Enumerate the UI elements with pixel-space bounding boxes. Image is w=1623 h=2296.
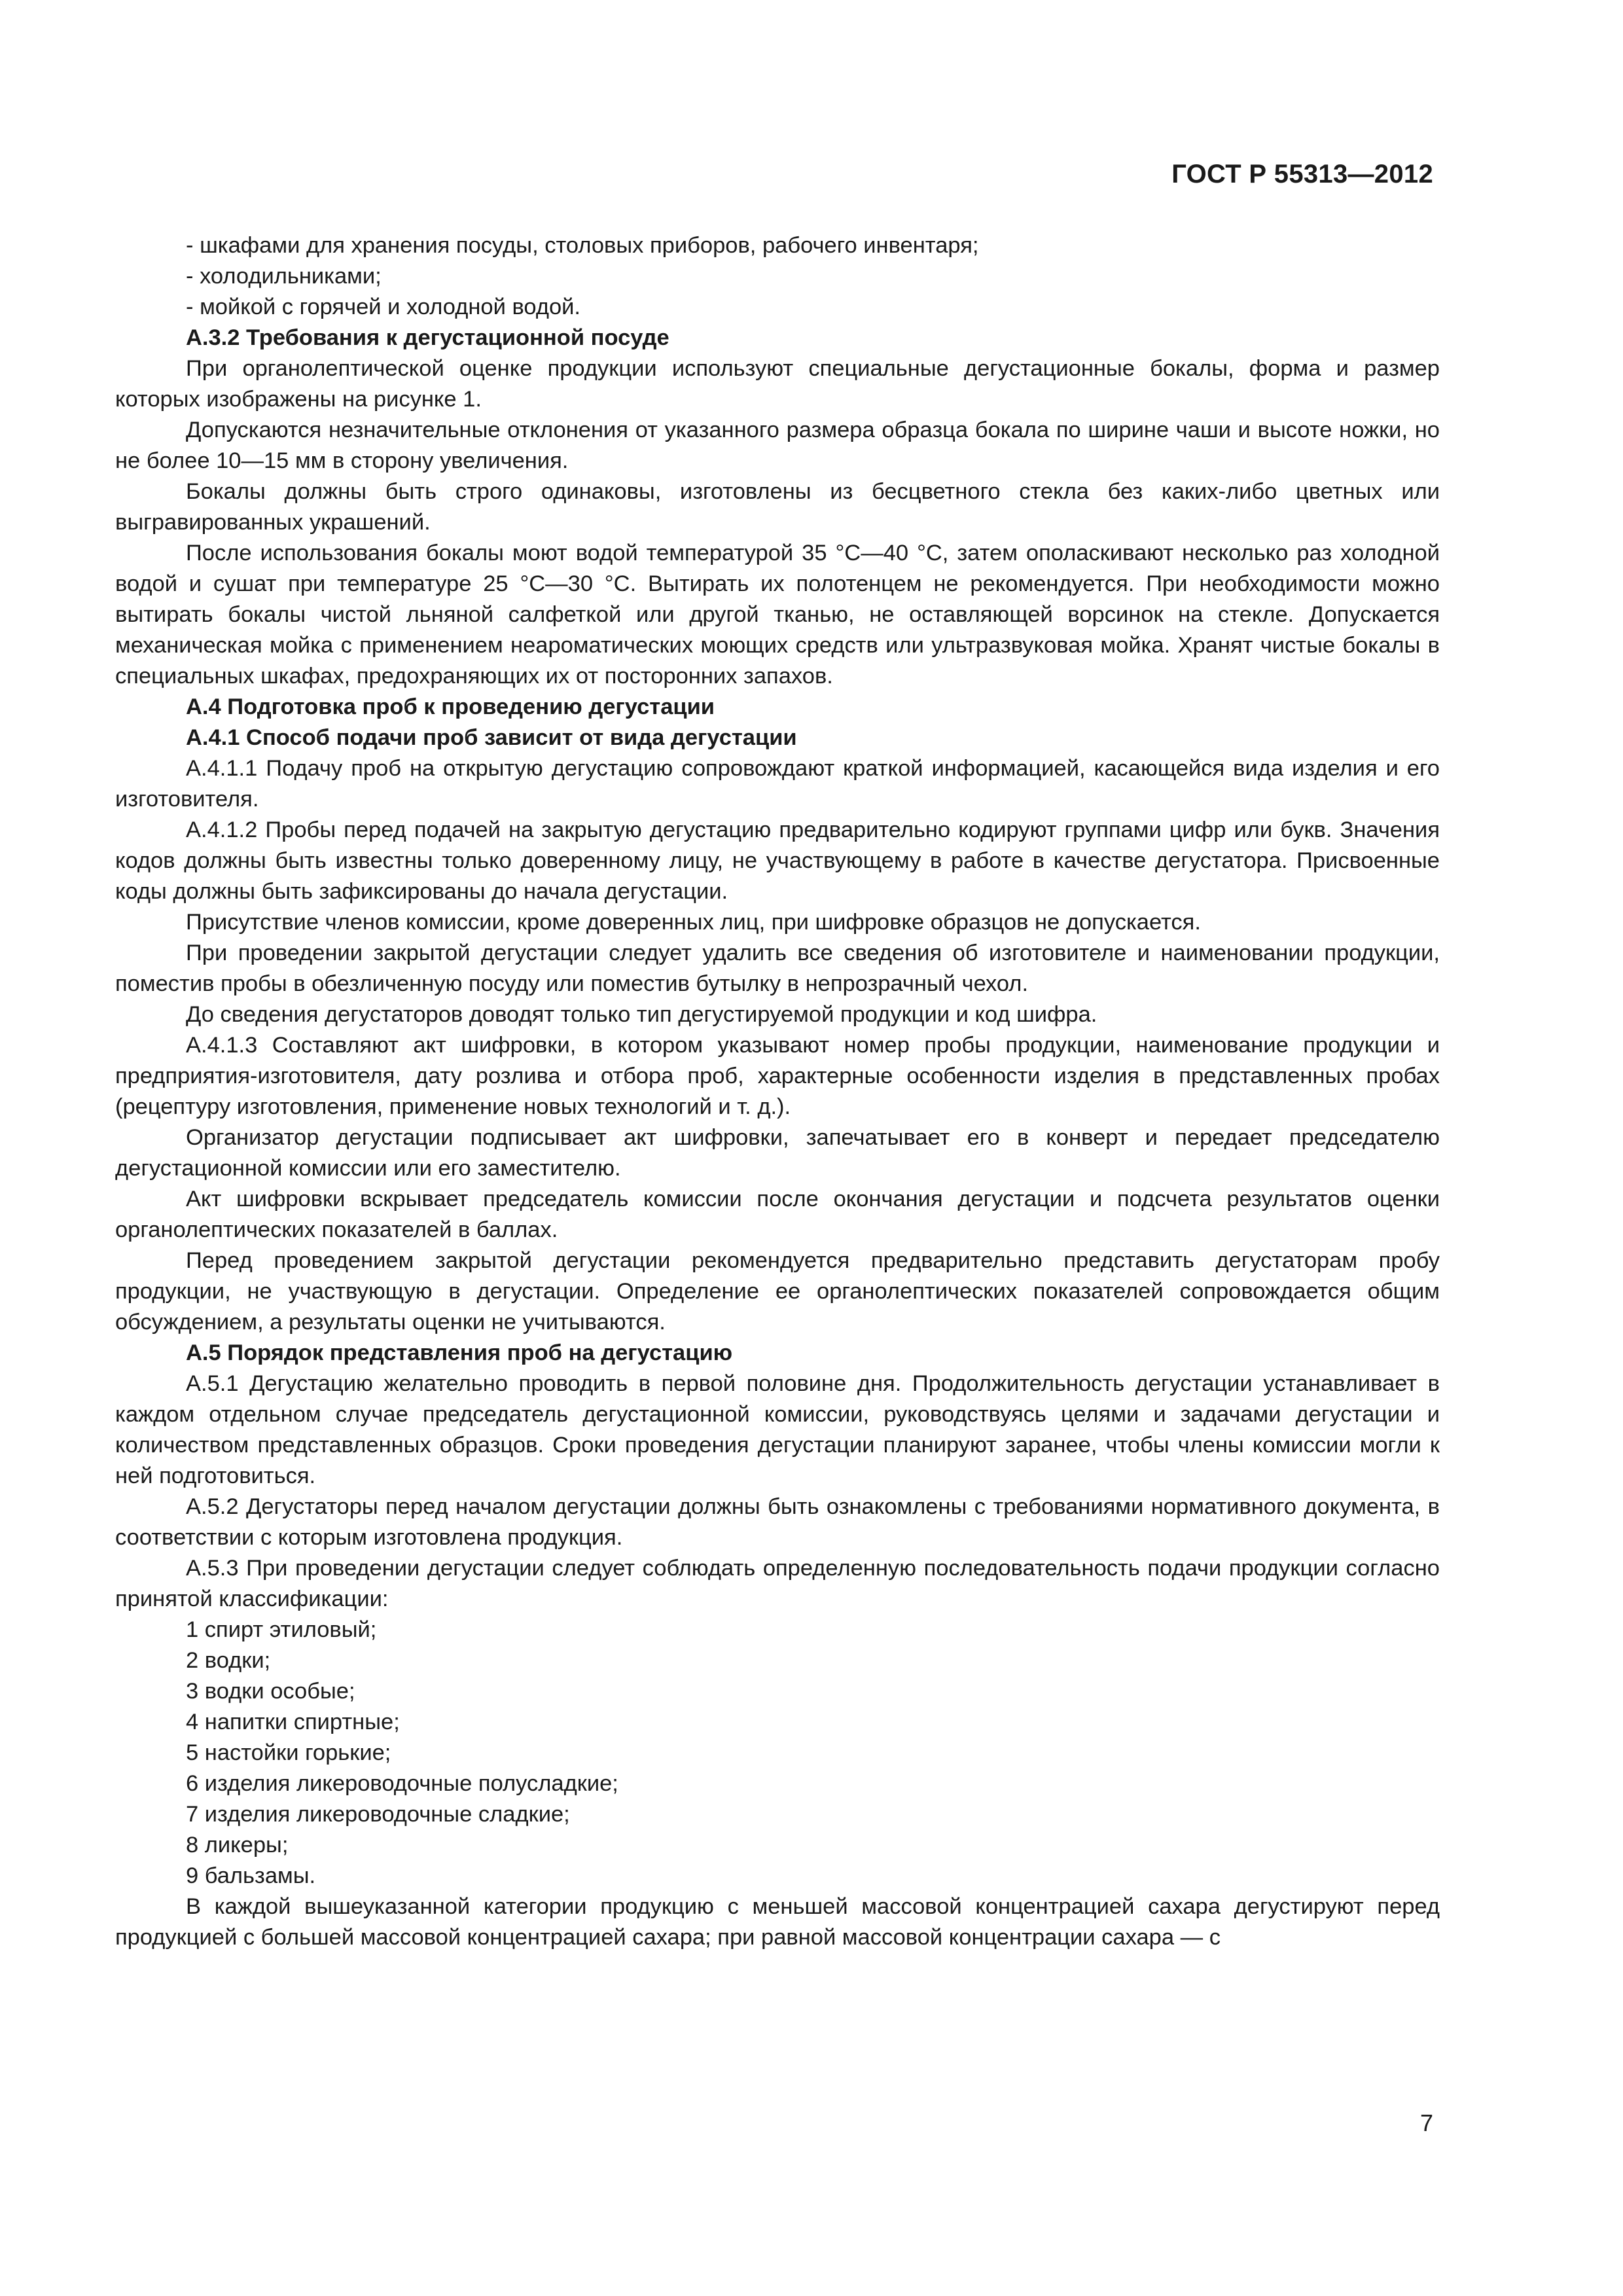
list-item: 7 изделия ликероводочные сладкие; bbox=[186, 1802, 570, 1827]
list-item: 2 водки; bbox=[186, 1648, 271, 1673]
paragraph: А.4.1.2 Пробы перед подачей на закрытую дегустацию предварительно кодируют группами цифр или букв. Значения кодов должны быть известны только доверенному лицу, не участвующему в работе в качестве дегустатора. Присвоенные коды должны быть зафиксированы до начала дегустации. bbox=[115, 817, 1440, 904]
paragraph-last: В каждой вышеуказанной категории продукцию с меньшей массовой концентрацией сахара дегустируют перед продукцией с большей массовой концентрацией сахара; при равной массовой концентрации сахара — с bbox=[115, 1894, 1440, 1950]
list-item: 1 спирт этиловый; bbox=[186, 1617, 377, 1642]
bullet-refrigerators: - холодильниками; bbox=[186, 264, 382, 289]
list-item: 9 бальзамы. bbox=[186, 1863, 316, 1888]
paragraph: А.4.1.1 Подачу проб на открытую дегустацию сопровождают краткой информацией, касающейся вида изделия и его изготовителя. bbox=[115, 756, 1440, 812]
list-item: 4 напитки спиртные; bbox=[186, 1710, 400, 1734]
paragraph: А.5.2 Дегустаторы перед началом дегустации должны быть ознакомлены с требованиями нормативного документа, в соответствии с которым изготовлена продукция. bbox=[115, 1494, 1440, 1550]
heading-a-4-1: А.4.1 Способ подачи проб зависит от вида дегустации bbox=[186, 725, 797, 750]
bullet-cabinets: - шкафами для хранения посуды, столовых приборов, рабочего инвентаря; bbox=[186, 233, 979, 258]
paragraph: Допускаются незначительные отклонения от указанного размера образца бокала по ширине чаши и высоте ножки, но не более 10—15 мм в сторону увеличения. bbox=[115, 418, 1440, 473]
document-number: ГОСТ Р 55313—2012 bbox=[1171, 160, 1433, 188]
paragraph: А.5.3 При проведении дегустации следует соблюдать определенную последовательность подачи продукции согласно принятой классификации: bbox=[115, 1556, 1440, 1611]
paragraph: Акт шифровки вскрывает председатель комиссии после окончания дегустации и подсчета результатов оценки органолептических показателей в баллах. bbox=[115, 1187, 1440, 1242]
heading-a-4: А.4 Подготовка проб к проведению дегустации bbox=[186, 694, 715, 719]
list-item: 6 изделия ликероводочные полусладкие; bbox=[186, 1771, 618, 1796]
page-number: 7 bbox=[1419, 2109, 1433, 2136]
bullet-sink: - мойкой с горячей и холодной водой. bbox=[186, 295, 580, 319]
heading-a-3-2: А.3.2 Требования к дегустационной посуде bbox=[186, 325, 669, 350]
paragraph: Бокалы должны быть строго одинаковы, изготовлены из бесцветного стекла без каких-либо цветных или выгравированных украшений. bbox=[115, 479, 1440, 535]
list-item: 3 водки особые; bbox=[186, 1679, 355, 1704]
paragraph: Перед проведением закрытой дегустации рекомендуется предварительно представить дегустаторам пробу продукции, не участвующую в дегустации. Определение ее органолептических показателей сопровождается общим обсуждением, а результаты оценки не учитываются. bbox=[115, 1248, 1440, 1335]
paragraph: После использования бокалы моют водой температурой 35 °С—40 °С, затем ополаскивают несколько раз холодной водой и сушат при температуре 25 °С—30 °С. Вытирать их полотенцем не рекомендуется. При необходимости можно вытирать бокалы чистой льняной салфеткой или другой тканью, не оставляющей ворсинок на стекле. Допускается механическая мойка с применением неароматических моющих средств или ультразвуковая мойка. Хранят чистые бокалы в специальных шкафах, предохраняющих их от посторонних запахов. bbox=[115, 541, 1440, 689]
paragraph: При органолептической оценке продукции используют специальные дегустационные бокалы, форма и размер которых изображены на рисунке 1. bbox=[115, 356, 1440, 412]
paragraph: Присутствие членов комиссии, кроме доверенных лиц, при шифровке образцов не допускается. bbox=[186, 910, 1201, 935]
paragraph: До сведения дегустаторов доводят только тип дегустируемой продукции и код шифра. bbox=[186, 1002, 1097, 1027]
list-item: 8 ликеры; bbox=[186, 1833, 289, 1857]
list-item: 5 настойки горькие; bbox=[186, 1740, 391, 1765]
paragraph: А.5.1 Дегустацию желательно проводить в первой половине дня. Продолжительность дегустации устанавливает в каждом отдельном случае председатель дегустационной комиссии, руководствуясь целями и задачами дегустации и количеством представленных образцов. Сроки проведения дегустации планируют заранее, чтобы члены комиссии могли к ней подготовиться. bbox=[115, 1371, 1440, 1488]
paragraph: А.4.1.3 Составляют акт шифровки, в котором указывают номер пробы продукции, наименование продукции и предприятия-изготовителя, дату розлива и отбора проб, характерные особенности изделия в представленных пробах (рецептуру изготовления, применение новых технологий и т. д.). bbox=[115, 1033, 1440, 1119]
document-body bbox=[115, 230, 1440, 1953]
paragraph: Организатор дегустации подписывает акт шифровки, запечатывает его в конверт и передает председателю дегустационной комиссии или его заместителю. bbox=[115, 1125, 1440, 1181]
heading-a-5: А.5 Порядок представления проб на дегустацию bbox=[186, 1340, 733, 1365]
paragraph: При проведении закрытой дегустации следует удалить все сведения об изготовителе и наименовании продукции, поместив пробы в обезличенную посуду или поместив бутылку в непрозрачный чехол. bbox=[115, 941, 1440, 996]
